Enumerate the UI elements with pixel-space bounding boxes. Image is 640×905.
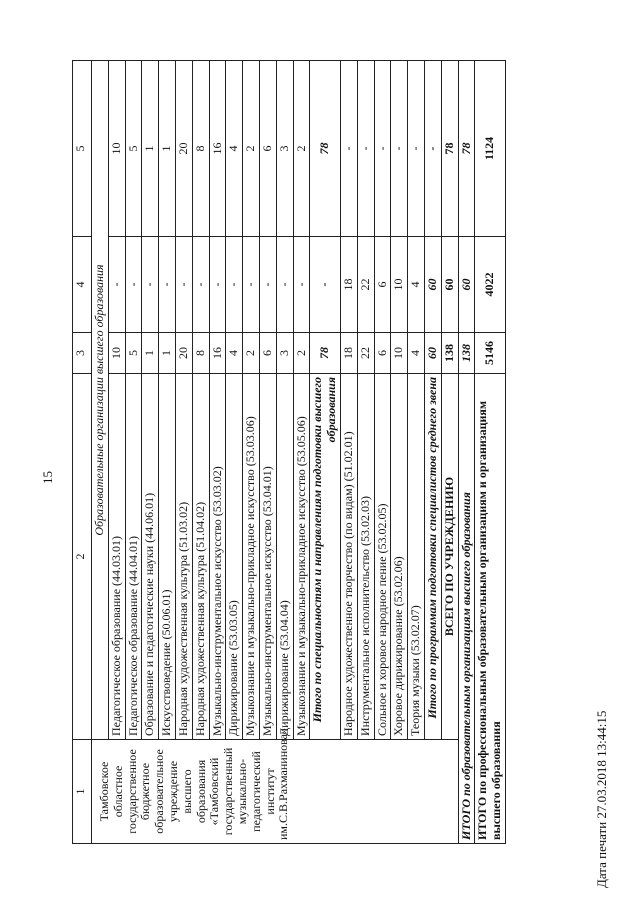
value-c3: 6 [259,333,276,374]
value-c5: - [408,61,425,237]
value-c3: 60 [424,333,441,374]
program-name: Музыкально-инструментальное искусство (53.03.02) [209,374,226,740]
program-name: Дирижирование (53.04.04) [276,374,293,740]
table-row [374,61,391,844]
header-row [73,61,92,844]
table-row [243,61,260,844]
value-c3: 22 [357,333,374,374]
value-c4: 18 [340,237,357,333]
value-c3: 3 [276,333,293,374]
value-c3: 16 [209,333,226,374]
value-c3: 6 [374,333,391,374]
table-row [159,61,176,844]
higher-orgs-total-row [458,61,475,844]
value-c4: - [293,237,310,333]
value-c4: - [192,237,209,333]
value-c5: 20 [175,61,192,237]
total-label: ВСЕГО ПО УЧРЕЖДЕНИЮ [441,374,458,740]
value-c3: 138 [441,333,458,374]
program-name: Образование и педагогические науки (44.06.01) [142,374,159,740]
value-c5: 78 [458,61,475,237]
table-row [276,61,293,844]
value-c4: 60 [441,237,458,333]
value-c5: 6 [259,61,276,237]
value-c5: - [340,61,357,237]
program-name: Музыкознание и музыкально-прикладное искусство (53.03.06) [243,374,260,740]
program-name: Сольное и хоровое народное пение (53.02.05) [374,374,391,740]
value-c4: 22 [357,237,374,333]
value-c5: 2 [243,61,260,237]
value-c4: - [209,237,226,333]
header-col-3: 3 [73,333,92,374]
value-c5: 78 [310,61,341,237]
table-row [192,61,209,844]
value-c4: - [259,237,276,333]
program-name: Хоровое дирижирование (53.02.06) [391,374,408,740]
value-c5: 1 [142,61,159,237]
table-row [209,61,226,844]
value-c5: 1124 [475,61,506,237]
table-row [340,61,357,844]
table-row [142,61,159,844]
admission-table [72,60,506,844]
table-row [391,61,408,844]
value-c4: 60 [458,237,475,333]
value-c5: - [357,61,374,237]
page-number: 15 [40,471,55,484]
value-c3: 2 [293,333,310,374]
program-name: Народная художественная культура (51.04.02) [192,374,209,740]
value-c3: 78 [310,333,341,374]
program-name: Инструментальное исполнительство (53.02.03) [357,374,374,740]
subtotal-higher-row [310,61,341,844]
value-c4: 10 [391,237,408,333]
value-c4: - [276,237,293,333]
value-c5: 2 [293,61,310,237]
table-row [226,61,243,844]
subtotal-spo-row [424,61,441,844]
section-row [92,61,109,844]
table-row [259,61,276,844]
program-name: Музыкознание и музыкально-прикладное искусство (53.05.06) [293,374,310,740]
value-c3: 4 [226,333,243,374]
value-c5: 16 [209,61,226,237]
subtotal-label: Итого по специальностям и направлениям подготовки высшего образования [310,374,341,740]
header-col-2: 2 [73,374,92,740]
value-c5: - [391,61,408,237]
header-col-4: 4 [73,237,92,333]
value-c3: 138 [458,333,475,374]
institution-total-row [441,61,458,844]
value-c5: 10 [108,61,125,237]
table-row [408,61,425,844]
value-c5: 5 [125,61,142,237]
value-c3: 1 [142,333,159,374]
total-label: ИТОГО по образовательным организациям высшего образования [458,374,475,844]
value-c4: 4022 [475,237,506,333]
value-c4: - [108,237,125,333]
subtotal-label: Итого по программам подготовки специалистов среднего звена [424,374,441,740]
value-c5: 78 [441,61,458,237]
program-name: Педагогическое образование (44.03.01) [108,374,125,740]
print-date: Дата печати 27.03.2018 13:44:15 [594,710,609,888]
header-col-1: 1 [73,740,92,844]
value-c3: 10 [108,333,125,374]
value-c5: 4 [226,61,243,237]
value-c3: 1 [159,333,176,374]
grand-total-label: ИТОГО по профессиональным образовательным организациям и организациям высшего образования [475,374,506,844]
value-c5: - [374,61,391,237]
value-c4: - [226,237,243,333]
value-c4: - [159,237,176,333]
section-title: Образовательные организации высшего образования [92,61,109,740]
value-c3: 5146 [475,333,506,374]
program-name: Педагогическое образование (44.04.01) [125,374,142,740]
program-name: Искусствоведение (50.06.01) [159,374,176,740]
table-container [72,61,568,844]
value-c4: - [310,237,341,333]
program-name: Народная художественная культура (51.03.02) [175,374,192,740]
value-c4: 4 [408,237,425,333]
value-c5: 1 [159,61,176,237]
value-c3: 2 [243,333,260,374]
value-c3: 5 [125,333,142,374]
table-row [175,61,192,844]
value-c3: 20 [175,333,192,374]
value-c3: 8 [192,333,209,374]
value-c4: 6 [374,237,391,333]
table-row [293,61,310,844]
value-c4: - [125,237,142,333]
value-c4: - [142,237,159,333]
table-row [108,61,125,844]
grand-total-row [475,61,506,844]
organization-name: Тамбовское областное государственное бюджетное образовательное учреждение высшего образования «Тамбовский государственный музыкально-педагогический институт им.С.В.Рахманинова» [92,740,459,844]
program-name: Теория музыки (53.02.07) [408,374,425,740]
value-c3: 10 [391,333,408,374]
table-row [357,61,374,844]
program-name: Народное художественное творчество (по видам) (51.02.01) [340,374,357,740]
value-c5: - [424,61,441,237]
value-c4: - [175,237,192,333]
value-c3: 18 [340,333,357,374]
value-c5: 3 [276,61,293,237]
value-c3: 4 [408,333,425,374]
value-c4: - [243,237,260,333]
header-col-5: 5 [73,61,92,237]
program-name: Музыкально-инструментальное искусство (53.04.01) [259,374,276,740]
table-row [125,61,142,844]
value-c4: 60 [424,237,441,333]
program-name: Дирижирование (53.03.05) [226,374,243,740]
value-c5: 8 [192,61,209,237]
